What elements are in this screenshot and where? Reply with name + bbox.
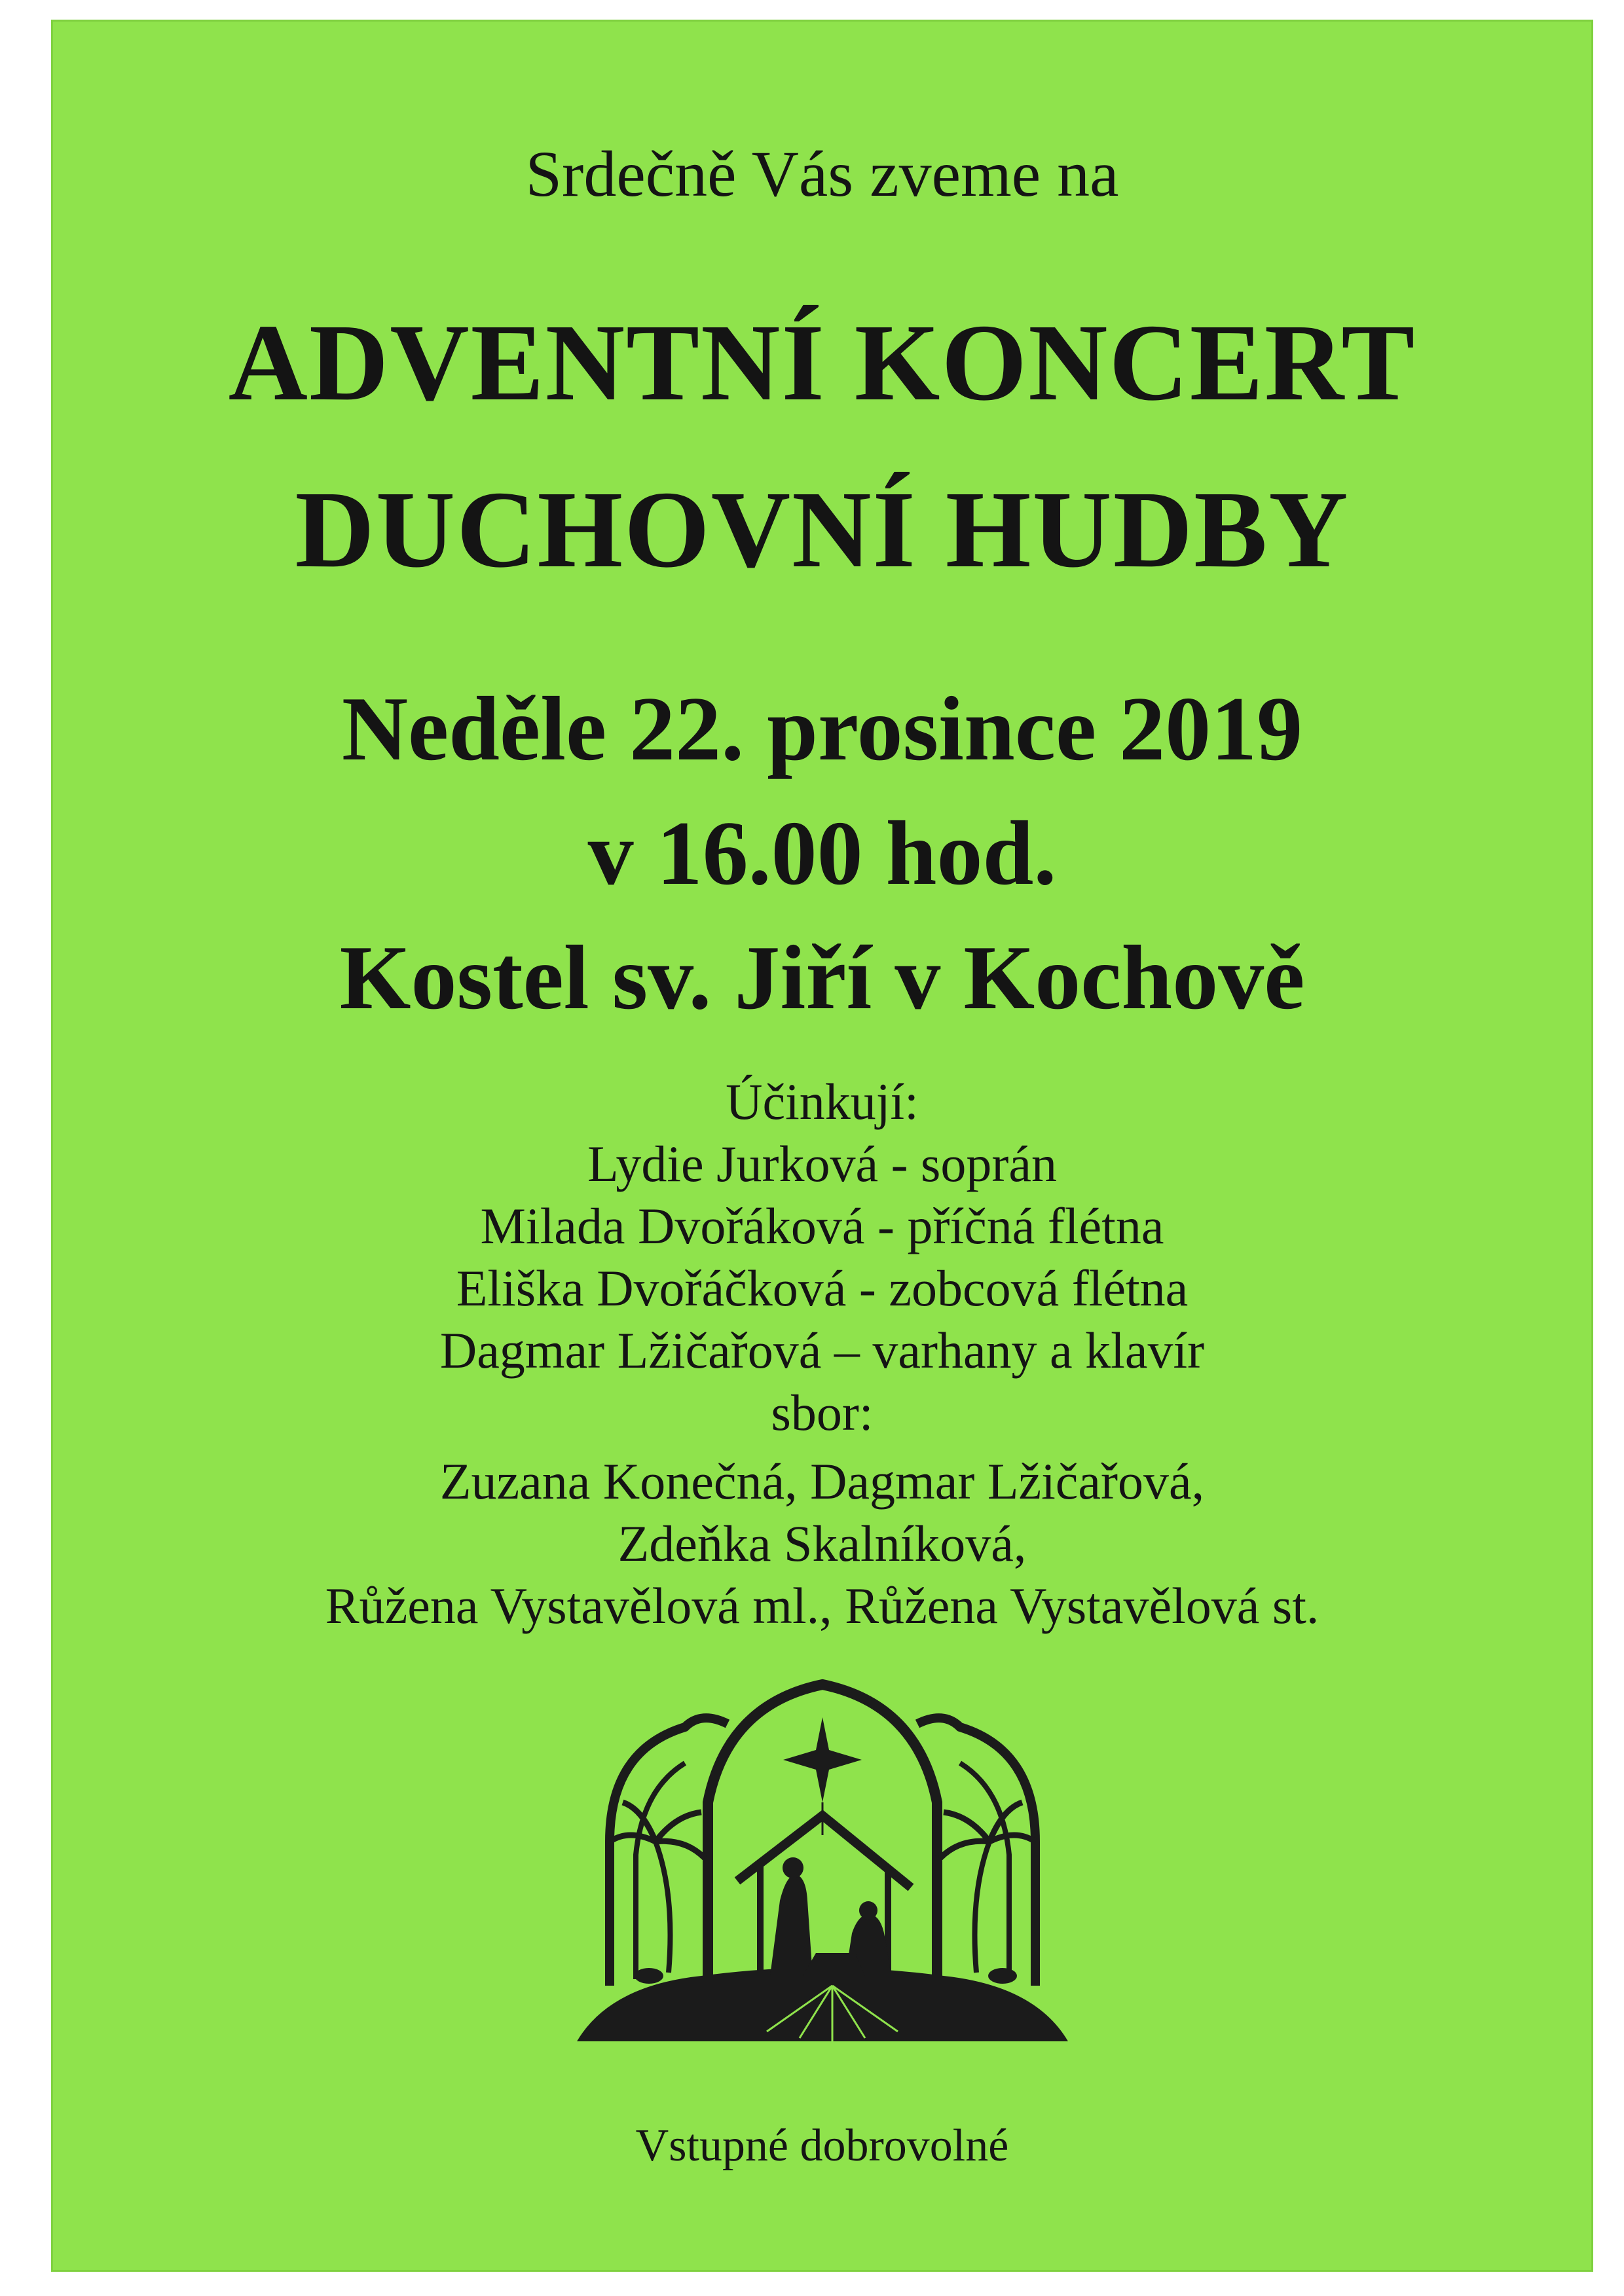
choir-members-line: Zuzana Konečná, Dagmar Lžičařová, [439,1453,1205,1510]
performers-heading: Účinkují: [726,1073,919,1130]
performer-item: Dagmar Lžičařová – varhany a klavír [439,1322,1205,1379]
invitation-text: Srdečně Vás zveme na [525,137,1119,210]
concert-date: Neděle 22. prosince 2019 [341,678,1303,780]
concert-time: v 16.00 hod. [587,803,1057,904]
title-line-1: ADVENTNÍ KONCERT [228,302,1416,424]
choir-members-line: Zdeňka Skalníková, [618,1515,1027,1572]
choir-heading: sbor: [771,1384,874,1441]
performer-item: Lydie Jurková - soprán [587,1135,1057,1192]
poster [51,20,1593,2272]
nativity-scene-icon [570,1678,1075,2051]
title-line-2: DUCHOVNÍ HUDBY [295,469,1350,591]
performer-item: Milada Dvořáková - příčná flétna [480,1197,1164,1254]
performer-item: Eliška Dvořáčková - zobcová flétna [456,1260,1189,1317]
entry-fee-note: Vstupné dobrovolné [635,2121,1009,2171]
concert-venue: Kostel sv. Jiří v Kochově [339,927,1305,1029]
choir-members-line: Růžena Vystavělová ml., Růžena Vystavělová st. [325,1577,1320,1634]
